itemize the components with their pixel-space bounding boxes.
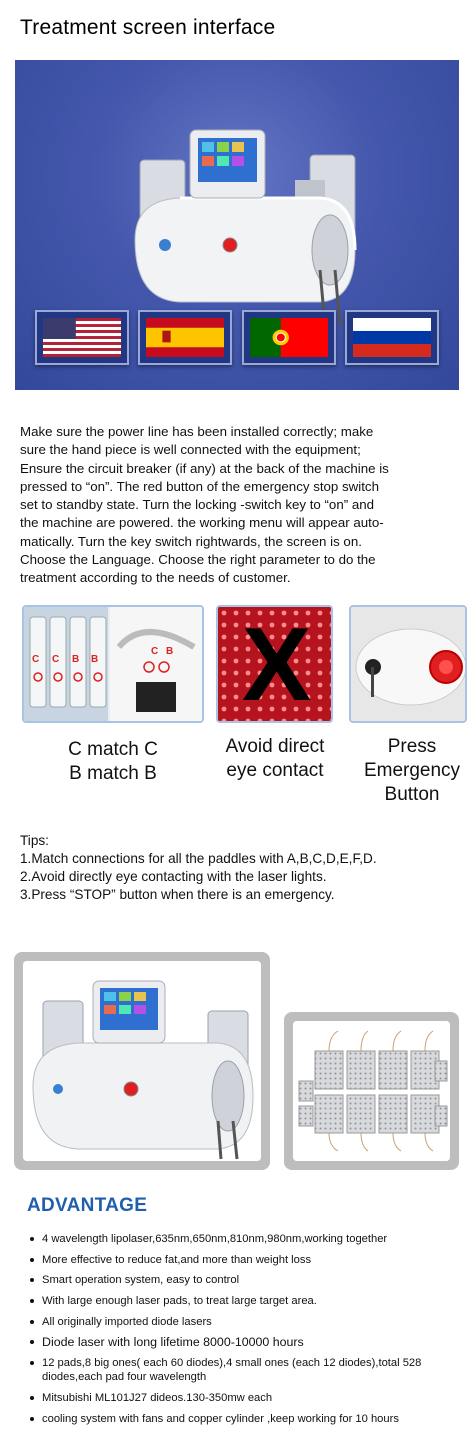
caption-line: C match C [68, 739, 158, 760]
caption-line: B match B [69, 763, 157, 784]
usa-flag-icon[interactable] [35, 310, 129, 365]
caption-line: Button [384, 784, 440, 805]
instructions-line: sure the hand piece is well connected with the equipment; [20, 442, 361, 458]
language-selector [35, 310, 439, 365]
advantage-title: ADVANTAGE [27, 1195, 148, 1216]
connector-label-c: C [151, 646, 159, 657]
emergency-button-photo [349, 605, 467, 723]
advantage-item: cooling system with fans and copper cylinder ,keep working for 10 hours [30, 1412, 450, 1426]
laser-pads-image [293, 1021, 450, 1161]
tip-item: 2.Avoid directly eye contacting with the laser lights. [20, 869, 327, 884]
instructions-line: Choose the Language. Choose the right parameter to do the [20, 552, 376, 568]
paddle-label-c: C [32, 654, 40, 665]
advantage-item: More effective to reduce fat,and more than weight loss [30, 1253, 450, 1267]
hero-panel [15, 60, 459, 390]
caption-line: Press [387, 736, 437, 757]
paddle-label-c: C [52, 654, 60, 665]
emergency-panel-image [351, 607, 467, 723]
paddle-label-b: B [72, 654, 80, 665]
paddle-label-b: B [91, 654, 99, 665]
paddle-connection-photo [22, 605, 204, 723]
caption-line: Avoid direct [225, 736, 325, 757]
caption-line: eye contact [226, 760, 324, 781]
advantage-list [30, 1232, 450, 1432]
tip-item: 1.Match connections for all the paddles with A,B,C,D,E,F,D. [20, 851, 377, 866]
advantage-item: 4 wavelength lipolaser,635nm,650nm,810nm,980nm,working together [30, 1232, 450, 1246]
laser-light-photo [216, 605, 333, 723]
spain-flag-icon[interactable] [138, 310, 232, 365]
advantage-item: Smart operation system, easy to control [30, 1273, 450, 1287]
emergency-caption [349, 735, 474, 807]
instructions-line: Ensure the circuit breaker (if any) at the back of the machine is [20, 460, 389, 476]
instructions-text [20, 423, 454, 588]
tips-heading: Tips: [20, 833, 49, 848]
advantage-item: With large enough laser pads, to treat large target area. [30, 1294, 450, 1308]
paddle-connection-image [24, 607, 204, 723]
instructions-line: treatment according to the needs of customer. [20, 570, 291, 586]
laser-pads-photo-frame [284, 1012, 459, 1170]
advantage-item: Diode laser with long lifetime 8000-10000 hours [30, 1335, 450, 1349]
machine-photo-image [23, 961, 261, 1161]
instructions-line: set to standby state. Turn the locking -switch key to “on” and [20, 497, 375, 513]
instructions-line: the machine are powered. the working menu will appear auto- [20, 515, 384, 531]
section-title: Treatment screen interface [20, 16, 276, 39]
advantage-item: 12 pads,8 big ones( each 60 diodes),4 small ones (each 12 diodes),total 528 diodes,each pad four wavelength [30, 1356, 450, 1384]
instructions-line: Make sure the power line has been installed correctly; make [20, 424, 374, 439]
portugal-flag-icon[interactable] [242, 310, 336, 365]
tip-item: 3.Press “STOP” button when there is an emergency. [20, 887, 335, 902]
machine-photo-frame [14, 952, 270, 1170]
advantage-item: Mitsubishi ML101J27 dideos.130-350mw each [30, 1391, 450, 1405]
tips-section [20, 832, 460, 904]
advantage-item: All originally imported diode lasers [30, 1315, 450, 1329]
caption-line: Emergency [363, 760, 461, 781]
instructions-line: pressed to “on”. The red button of the emergency stop switch [20, 478, 379, 494]
match-caption [22, 738, 204, 786]
eye-caption [200, 735, 350, 783]
instructions-line: matically. Turn the key switch rightwards, the screen is on. [20, 533, 362, 549]
russia-flag-icon[interactable] [345, 310, 439, 365]
warning-x-mark: X [241, 607, 312, 723]
connector-label-b: B [166, 646, 174, 657]
laser-machine-image [120, 120, 370, 330]
